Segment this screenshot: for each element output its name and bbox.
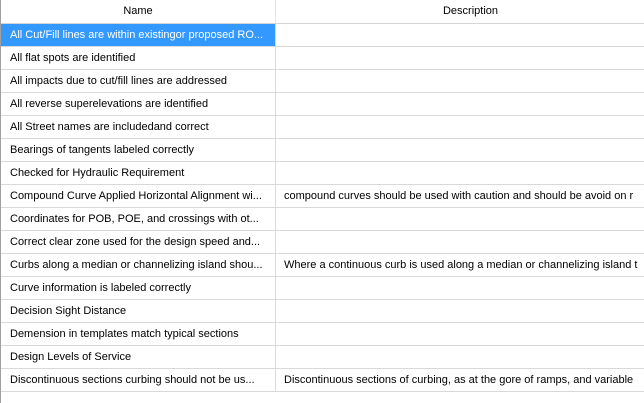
cell-description[interactable]: Discontinuous sections of curbing, as at the gore of ramps, and variable [284, 374, 634, 386]
column-header-name[interactable]: Name [1, 0, 276, 23]
table-row[interactable] [1, 139, 644, 162]
cell-description[interactable] [276, 93, 644, 115]
table-row[interactable] [1, 93, 644, 116]
cell-description[interactable] [276, 208, 644, 230]
cell-name[interactable]: Coordinates for POB, POE, and crossings with ot... [1, 208, 276, 230]
table-row[interactable] [1, 346, 644, 369]
grid-header [1, 0, 644, 24]
table-row[interactable] [1, 231, 644, 254]
cell-description[interactable]: Where a continuous curb is used along a median or channelizing island t [284, 259, 638, 271]
cell-name[interactable]: Curve information is labeled correctly [1, 277, 276, 299]
cell-description[interactable] [276, 277, 644, 299]
cell-description[interactable] [276, 346, 644, 368]
cell-description[interactable] [276, 300, 644, 322]
cell-name[interactable]: All reverse superelevations are identified [1, 93, 276, 115]
table-row[interactable] [1, 300, 644, 323]
cell-description[interactable] [276, 139, 644, 161]
cell-description[interactable] [276, 24, 644, 46]
table-row[interactable] [1, 323, 644, 346]
table-row[interactable] [1, 369, 644, 392]
cell-name[interactable]: Correct clear zone used for the design speed and... [1, 231, 276, 253]
cell-name[interactable]: Curbs along a median or channelizing island shou... [1, 254, 276, 276]
cell-name[interactable]: Compound Curve Applied Horizontal Alignment wi... [1, 185, 276, 207]
column-header-description[interactable]: Description [442, 5, 499, 17]
cell-name[interactable]: Decision Sight Distance [1, 300, 276, 322]
cell-description[interactable] [276, 323, 644, 345]
grid-rows [1, 24, 644, 392]
table-row[interactable] [1, 70, 644, 93]
table-row[interactable] [1, 185, 644, 208]
cell-name[interactable]: All Cut/Fill lines are within existingor proposed RO... [1, 24, 276, 46]
table-row[interactable] [1, 162, 644, 185]
cell-name[interactable]: Demension in templates match typical sections [1, 323, 276, 345]
cell-name[interactable]: Design Levels of Service [1, 346, 276, 368]
cell-description[interactable] [276, 47, 644, 69]
table-row[interactable] [1, 24, 644, 47]
table-row[interactable] [1, 208, 644, 231]
cell-description[interactable] [276, 162, 644, 184]
table-row[interactable] [1, 47, 644, 70]
cell-name[interactable]: Discontinuous sections curbing should not be us... [1, 369, 276, 391]
cell-description[interactable] [276, 116, 644, 138]
table-row[interactable] [1, 277, 644, 300]
cell-description[interactable]: compound curves should be used with caution and should be avoid on r [284, 190, 634, 202]
cell-name[interactable]: Checked for Hydraulic Requirement [1, 162, 276, 184]
cell-description[interactable] [276, 70, 644, 92]
cell-name[interactable]: Bearings of tangents labeled correctly [1, 139, 276, 161]
cell-description[interactable] [276, 231, 644, 253]
table-row[interactable] [1, 254, 644, 277]
cell-name[interactable]: All Street names are includedand correct [1, 116, 276, 138]
table-row[interactable] [1, 116, 644, 139]
cell-name[interactable]: All flat spots are identified [1, 47, 276, 69]
cell-name[interactable]: All impacts due to cut/fill lines are addressed [1, 70, 276, 92]
